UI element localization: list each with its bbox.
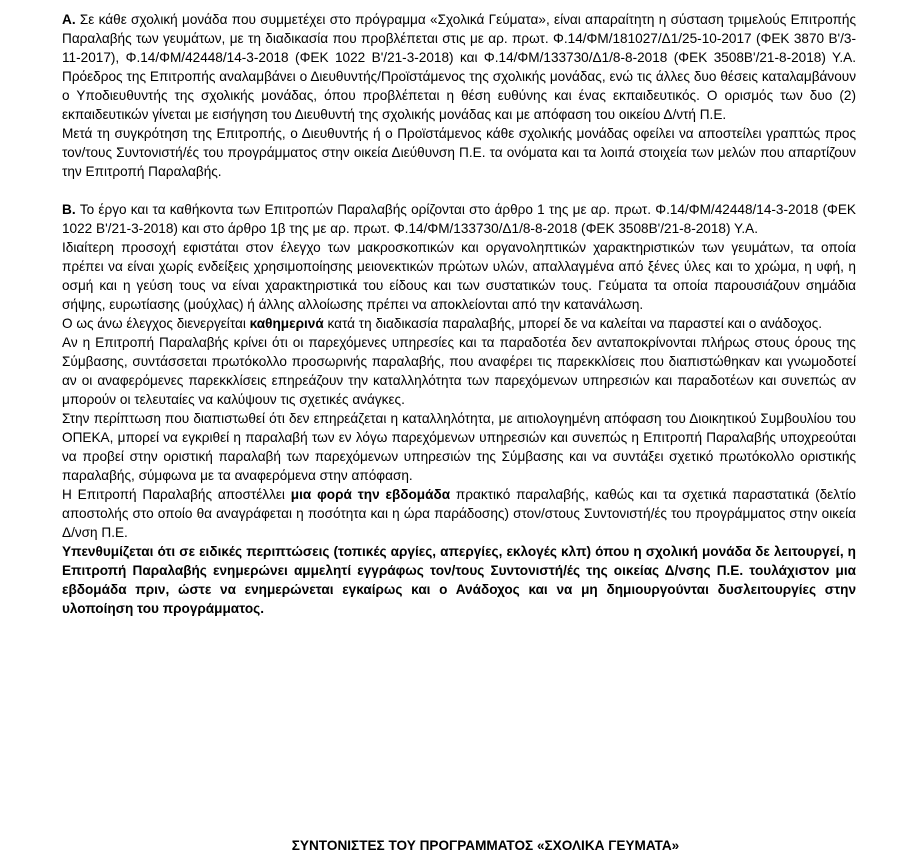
section-b-paragraph-1 bbox=[62, 200, 856, 238]
section-b-text-1: Το έργο και τα καθήκοντα των Επιτροπών Παραλαβής ορίζονται στο άρθρο 1 της με αρ. πρωτ. Φ.14/ΦΜ/42448/14-3-2018 (ΦΕΚ 1022 Β'/21-3-2018) και στο άρθρο 1β της με αρ. πρωτ. Φ.14/ΦΜ/133730/Δ1/8-8-2018 (ΦΕΚ 3508Β'/21-8-2018) Υ.Α. bbox=[62, 202, 856, 236]
section-b-paragraph-6 bbox=[62, 485, 856, 542]
section-b-text-6b: πρακτικό παραλαβής, καθώς και τα σχετικά παραστατικά (δελτίο αποστολής στο οποίο θα αναγράφεται η ποσότητα και η ώρα παράδοσης) στον/στους Συντονιστή/ές του προγράμματος στην οικεία Δ/νση Π.Ε. bbox=[62, 487, 856, 540]
section-a-paragraph-1 bbox=[62, 10, 856, 124]
section-a-text-1: Σε κάθε σχολική μονάδα που συμμετέχει στο πρόγραμμα «Σχολικά Γεύματα», είναι απαραίτητη η σύσταση τριμελούς Επιτροπής Παραλαβής των γευμάτων, με τη διαδικασία που προβλέπεται στις με αρ. πρωτ. Φ.14/ΦΜ/181027/Δ1/25-10-2017 (ΦΕΚ 3870 Β'/3-11-2017), Φ.14/ΦΜ/42448/14-3-2018 (ΦΕΚ 1022 Β'/21-3-2018) και Φ.14/ΦΜ/133730/Δ1/8-8-2018 (ΦΕΚ 3508Β'/21-8-2018) Υ.Α. Πρόεδρος της Επιτροπής αναλαμβάνει ο Διευθυντής/Προϊστάμενος της σχολικής μονάδας, ενώ τις άλλες δυο θέσεις καταλαμβάνουν ο Υποδιευθυντής της σχολικής μονάδας, όπου προβλέπεται η θέση ευθύνης και ένας εκπαιδευτικός. Ο ορισμός των δυο (2) εκπαιδευτικών γίνεται με εισήγηση του Διευθυντή της σχολικής μονάδας και με απόφαση του οικείου Δ/ντή Π.Ε. bbox=[62, 12, 856, 122]
section-b bbox=[62, 200, 856, 618]
section-b-marker: B. bbox=[62, 202, 76, 217]
section-b-emphasis-weekly: μια φορά την εβδομάδα bbox=[290, 487, 451, 502]
section-a-paragraph-2: Μετά τη συγκρότηση της Επιτροπής, ο Διευθυντής ή ο Προϊστάμενος κάθε σχολικής μονάδας οφείλει να αποστείλει γραπτώς προς τον/τους Συντονιστή/ές του προγράμματος στην οικεία Διεύθυνση Π.Ε. τα ονόματα και τα λοιπά στοιχεία των μελών που απαρτίζουν την Επιτροπή Παραλαβής. bbox=[62, 126, 856, 179]
document-body bbox=[62, 10, 856, 618]
section-a-marker: A. bbox=[62, 12, 76, 27]
section-b-reminder: Υπενθυμίζεται ότι σε ειδικές περιπτώσεις (τοπικές αργίες, απεργίες, εκλογές κλπ) όπου η σχολική μονάδα δε λειτουργεί, η Επιτροπή Παραλαβής ενημερώνει αμμελητί εγγράφως τον/τους Συντονιστή/ές της οικείας Δ/νσης Π.Ε. τουλάχιστον μια εβδομάδα πριν, ώστε να ενημερώνεται εγκαίρως και ο Ανάδοχος και να μη δημιουργούνται δυσλειτουργίες στην υλοποίηση του προγράμματος. bbox=[62, 544, 856, 616]
section-b-paragraph-4: Αν η Επιτροπή Παραλαβής κρίνει ότι οι παρεχόμενες υπηρεσίες και τα παραδοτέα δεν ανταποκρίνονται πλήρως στους όρους της Σύμβασης, συντάσσεται πρωτόκολλο προσωρινής παραλαβής, που αναφέρει τις παρεκκλίσεις που διαπιστώθηκαν και γνωμοδοτεί αν οι αναφερόμενες παρεκκλίσεις επηρεάζουν την καταλληλότητα των παρεχόμενων υπηρεσιών και παραδοτέων και συνεπώς αν μπορούν οι τελευταίες να καλύψουν τις σχετικές ανάγκες. bbox=[62, 335, 856, 407]
section-b-text-3a: Ο ως άνω έλεγχος διενεργείται bbox=[62, 316, 250, 331]
footer-signature bbox=[0, 838, 901, 853]
section-b-text-6a: Η Επιτροπή Παραλαβής αποστέλλει bbox=[62, 487, 291, 502]
section-b-emphasis-daily: καθημερινά bbox=[249, 316, 324, 331]
section-spacer bbox=[62, 181, 856, 200]
section-b-paragraph-2: Ιδιαίτερη προσοχή εφιστάται στον έλεγχο των μακροσκοπικών και οργανοληπτικών χαρακτηριστικών των γευμάτων, τα οποία πρέπει να είναι χωρίς ενδείξεις χρησιμοποίησης μειονεκτικών πρώτων υλών, απαλλαγμένα από ξένες ύλες και το χρώμα, η υφή, η οσμή και η γεύση τους να είναι χαρακτηριστικά του είδους και των συστατικών τους. Γεύματα τα οποία παρουσιάζουν σημάδια σήψης, ευρωτίασης (μούχλας) ή άλλης αλλοίωσης πρέπει να αποκλείονται από την κατανάλωση. bbox=[62, 240, 856, 312]
section-b-text-3b: κατά τη διαδικασία παραλαβής, μπορεί δε να καλείται να παραστεί και ο ανάδοχος. bbox=[323, 316, 823, 331]
section-b-paragraph-5: Στην περίπτωση που διαπιστωθεί ότι δεν επηρεάζεται η καταλληλότητα, με αιτιολογημένη απόφαση του Διοικητικού Συμβουλίου του ΟΠΕΚΑ, μπορεί να εγκριθεί η παραλαβή των εν λόγω παρεχόμενων υπηρεσιών και συνεπώς η Επιτροπή Παραλαβής υποχρεούται να προβεί στην οριστική παραλαβή των παρεχόμενων υπηρεσιών της Σύμβασης και να συντάξει σχετικό πρωτόκολλο οριστικής παραλαβής, σύμφωνα με τα αναφερόμενα στην απόφαση. bbox=[62, 411, 856, 483]
footer-title: ΣΥΝΤΟΝΙΣΤΕΣ ΤΟΥ ΠΡΟΓΡΑΜΜΑΤΟΣ «ΣΧΟΛΙΚΑ ΓΕΥΜΑΤΑ» bbox=[291, 838, 680, 853]
section-a bbox=[62, 10, 856, 181]
section-b-paragraph-3 bbox=[62, 314, 856, 333]
